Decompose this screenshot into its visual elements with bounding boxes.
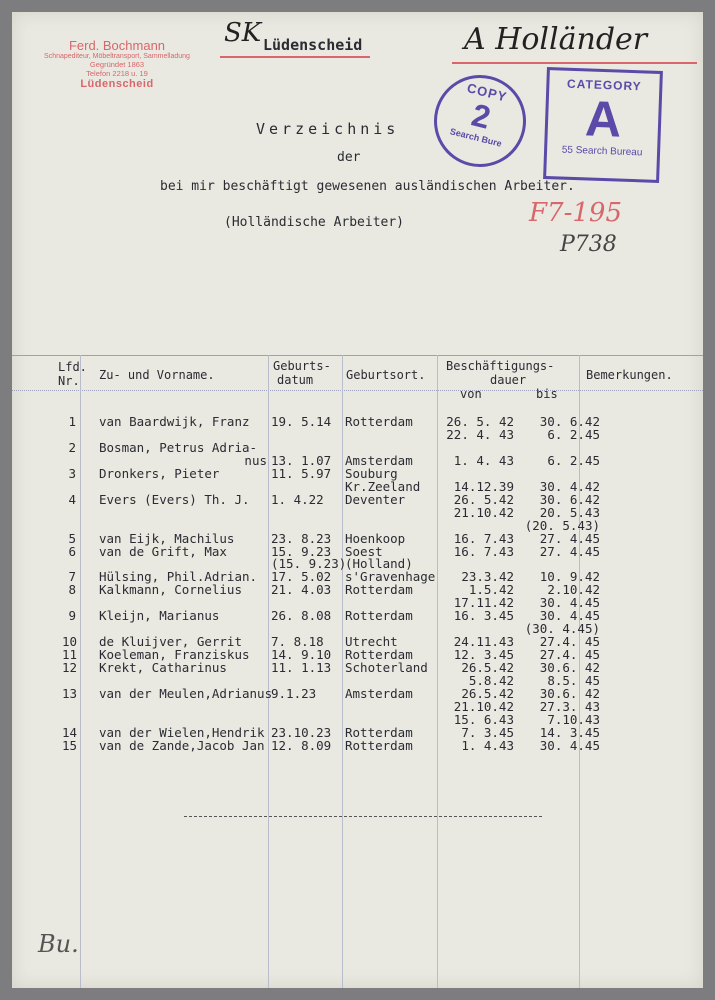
handwritten-sk: SK (224, 18, 262, 48)
table-cell-to: 27. 4.45 (539, 543, 600, 559)
table-cell-to: 7.10.43 (547, 711, 600, 727)
table-cell-from: 21.10.42 (453, 504, 514, 520)
table-cell-name: van de Grift, Max (99, 543, 227, 559)
company-city: Lüdenscheid (80, 78, 154, 90)
table-cell-name: de Kluijver, Gerrit (99, 634, 242, 650)
table-cell-place: Souburg (345, 465, 398, 481)
table-cell-to: 30. 4.45 (539, 737, 600, 753)
category-stamp-letter: A (584, 90, 623, 148)
table-cell-to: 6. 2.45 (547, 426, 600, 442)
table-cell-nr: 15 (62, 737, 78, 753)
table-cell-dob: 19. 5.14 (271, 414, 332, 429)
doc-heading: Verzeichnis (256, 120, 400, 138)
company-line-2: Gegründet 1863 (89, 60, 145, 69)
header-remarks: Bemerkungen. (586, 368, 673, 382)
red-underline-right (452, 62, 697, 64)
end-rule (184, 816, 542, 817)
document-page (12, 12, 703, 988)
table-cell-to: 27.4. 45 (539, 647, 600, 663)
table-cell-place: Rotterdam (345, 414, 413, 429)
category-stamp-bottom: 55 Search Bureau (561, 144, 643, 159)
table-cell-place: Amsterdam (345, 685, 413, 701)
table-cell-dob: 21. 4.03 (271, 582, 332, 598)
table-cell-nr: 12 (62, 660, 78, 676)
table-cell-place: Schoterland (345, 660, 428, 676)
table-cell-dob: 11. 5.97 (271, 465, 332, 481)
table-cell-name: van de Zande,Jacob Jan (99, 737, 265, 753)
table-cell-nr: 8 (68, 582, 76, 598)
copy-stamp-bottom: Search Bure (448, 126, 503, 149)
company-name: Ferd. Bochmann (68, 38, 166, 53)
table-cell-to: 30.6. 42 (539, 685, 600, 701)
table-cell-place: Rotterdam (345, 582, 413, 598)
table-cell-name: van Baardwijk, Franz (99, 414, 250, 429)
table-cell-from: 24.11.43 (453, 634, 514, 650)
table-cell-to: 30. 4.45 (539, 608, 600, 624)
header-duration-1: Beschäftigungs- (446, 359, 555, 373)
table-cell-place: Rotterdam (345, 724, 413, 740)
table-cell-nr: 2 (68, 439, 76, 455)
table-cell-from: 17.11.42 (453, 595, 514, 611)
table-cell-dob: 1. 4.22 (271, 491, 324, 507)
table-cell-nr: 6 (68, 543, 76, 559)
table-cell-from: 26.5.42 (461, 685, 514, 701)
table-cell-dob: 13. 1.07 (271, 452, 332, 468)
table-cell-from: 22. 4. 43 (446, 426, 514, 442)
table-cell-place: Kr.Zeeland (345, 478, 421, 494)
table-cell-name: Koeleman, Franziskus (99, 647, 250, 663)
table-cell-place: s'Gravenhage (345, 569, 436, 585)
table-cell-nr: 3 (68, 465, 76, 481)
table-cell-place: Rotterdam (345, 647, 413, 663)
table-cell-dob: 12. 8.09 (271, 737, 332, 753)
table-cell-to: 27.4. 45 (539, 634, 600, 650)
company-line-1: Schnapediteur, Möbeltransport, Sammelladung (44, 53, 190, 60)
company-line-3: Telefon 2218 u. 19 (86, 69, 148, 78)
doc-subtitle: (Holländische Arbeiter) (224, 215, 405, 230)
table-cell-to: 2.10.42 (547, 582, 600, 598)
table-cell-from: 26.5.42 (461, 660, 514, 676)
table-cell-dob: 15. 9.23 (271, 543, 332, 559)
table-cell-to: (20. 5.43) (524, 517, 600, 533)
table-cell-to: 30.6. 42 (539, 660, 600, 676)
table-cell-name: Evers (Evers) Th. J. (99, 491, 250, 507)
table-cell-from: 16. 7.43 (453, 543, 514, 559)
header-place: Geburtsort. (346, 368, 426, 382)
table-cell-place: Hoenkoop (345, 530, 406, 546)
header-nr-1: Lfd. (58, 360, 87, 374)
table-cell-to: 14. 3.45 (539, 724, 600, 740)
table-cell-place: Amsterdam (345, 452, 413, 468)
header-to: bis (536, 387, 558, 401)
table-cell-nr: 13 (62, 685, 78, 701)
table-cell-nr: 5 (68, 530, 76, 546)
copy-stamp-number: 2 (468, 96, 495, 136)
table-cell-dob: (15. 9.23) (271, 556, 347, 572)
table-cell-dob: 23.10.23 (271, 724, 332, 740)
table-cell-from: 14.12.39 (453, 478, 514, 494)
header-from: von (460, 387, 482, 401)
category-stamp-title: CATEGORY (566, 76, 642, 94)
table-cell-from: 1. 4. 43 (453, 452, 514, 468)
table-cell-dob: 14. 9.10 (271, 647, 332, 663)
table-cell-from: 1. 4.43 (461, 737, 514, 753)
table-cell-place: Utrecht (345, 634, 398, 650)
table-cell-to: 27.3. 43 (539, 698, 600, 714)
company-stamp (42, 38, 192, 90)
table-cell-nr: 9 (68, 608, 76, 624)
table-cell-dob: 26. 8.08 (271, 608, 332, 624)
table-cell-name: Kleijn, Marianus (99, 608, 220, 624)
table-cell-nr: 1 (68, 414, 76, 429)
table-cell-name: van Eijk, Machilus (99, 530, 235, 546)
table-cell-from: 16. 7.43 (453, 530, 514, 546)
ref-code: P738 (560, 232, 617, 257)
table-cell-to: 30. 6.42 (539, 414, 600, 429)
copy-stamp (424, 65, 536, 177)
table-cell-name: Kalkmann, Cornelius (99, 582, 242, 598)
table-cell-name: van der Wielen,Hendrik (99, 724, 265, 740)
table-cell-to: 30. 4.42 (539, 478, 600, 494)
table-cell-from: 5.8.42 (468, 673, 514, 688)
table-cell-name: Bosman, Petrus Adria- (99, 439, 258, 455)
col-divider-1 (80, 355, 81, 988)
table-cell-to: 30. 4.45 (539, 595, 600, 611)
table-cell-nr: 14 (62, 724, 78, 740)
handwritten-initials: Bu. (38, 930, 79, 958)
table-cell-dob: 9.1.23 (271, 685, 317, 701)
table-cell-from: 7. 3.45 (461, 724, 514, 740)
table-top-rule (12, 355, 703, 356)
table-cell-to: 8.5. 45 (547, 673, 600, 688)
table-cell-place: Rotterdam (345, 608, 413, 624)
table-cell-name: Krekt, Catharinus (99, 660, 227, 676)
header-nr-2: Nr. (58, 374, 80, 388)
table-cell-name: van der Meulen,Adrianus (99, 685, 273, 701)
copy-stamp-top: COPY (465, 80, 509, 105)
table-cell-from: 12. 3.45 (453, 647, 514, 663)
table-cell-name: Hülsing, Phil.Adrian. (99, 569, 258, 585)
table-cell-nr: 4 (68, 491, 76, 507)
table-cell-to: 6. 2.45 (547, 452, 600, 468)
table-cell-name: nus (244, 452, 267, 468)
table-cell-from: 23.3.42 (461, 569, 514, 585)
table-cell-nr: 10 (62, 634, 78, 650)
table-cell-place: Rotterdam (345, 737, 413, 753)
table-cell-place: Soest (345, 543, 383, 559)
table-cell-from: 26. 5.42 (453, 491, 514, 507)
category-stamp (543, 67, 663, 183)
red-underline (220, 56, 370, 58)
doc-heading-line2: der (337, 150, 361, 165)
handwritten-name: A Holländer (464, 22, 648, 57)
table-cell-place: (Holland) (345, 556, 413, 572)
table-cell-to: 20. 5.43 (539, 504, 600, 520)
table-cell-to: 27. 4.45 (539, 530, 600, 546)
table-cell-nr: 11 (62, 647, 78, 663)
header-dob-2: datum (277, 373, 314, 387)
table-cell-from: 15. 6.43 (453, 711, 514, 727)
table-cell-dob: 7. 8.18 (271, 634, 324, 650)
table-cell-from: 16. 3.45 (453, 608, 514, 624)
header-name: Zu- und Vorname. (99, 368, 215, 382)
table-cell-dob: 23. 8.23 (271, 530, 332, 546)
table-cell-dob: 17. 5.02 (271, 569, 332, 585)
file-code-red: F7-195 (529, 198, 622, 228)
table-cell-to: (30. 4.45) (524, 621, 600, 637)
table-cell-nr: 7 (68, 569, 76, 585)
doc-heading-line3: bei mir beschäftigt gewesenen ausländischen Arbeiter. (160, 179, 575, 194)
table-cell-place: Deventer (345, 491, 406, 507)
typed-city: Lüdenscheid (263, 36, 363, 54)
table-cell-name: Dronkers, Pieter (99, 465, 220, 481)
table-header-rule (12, 390, 703, 391)
table-cell-to: 10. 9.42 (539, 569, 600, 585)
table-cell-from: 21.10.42 (453, 698, 514, 714)
table-cell-dob: 11. 1.13 (271, 660, 332, 676)
header-duration-2: dauer (490, 373, 527, 387)
table-cell-from: 1.5.42 (468, 582, 514, 598)
table-cell-from: 26. 5. 42 (446, 414, 514, 429)
header-dob-1: Geburts- (273, 359, 331, 373)
table-cell-to: 30. 6.42 (539, 491, 600, 507)
